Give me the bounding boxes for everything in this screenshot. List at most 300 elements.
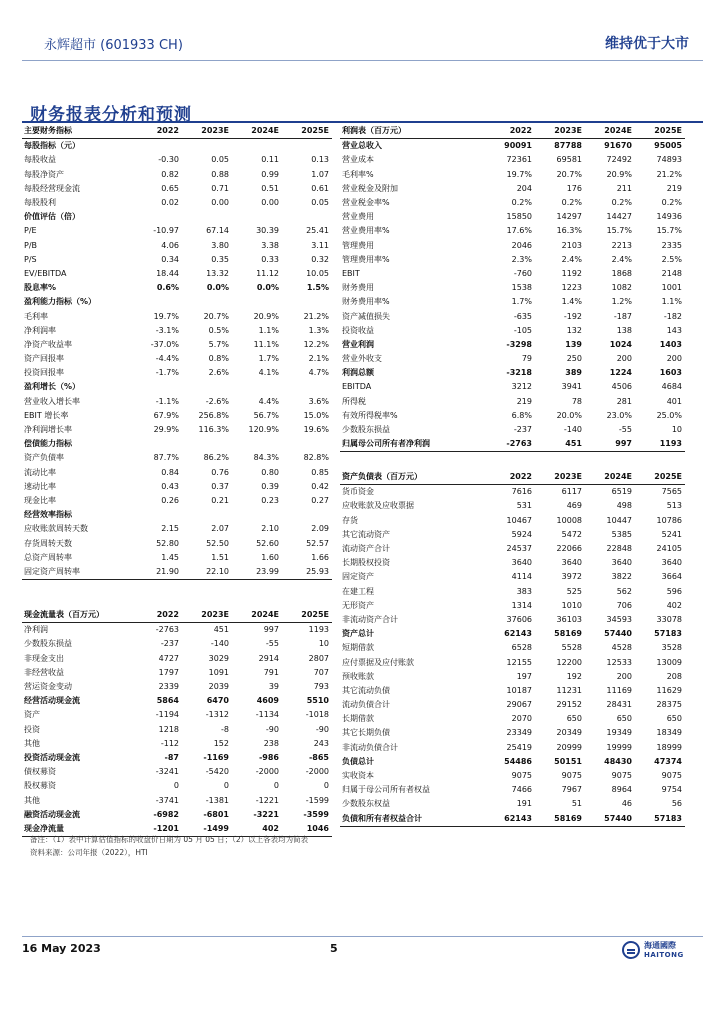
table-row xyxy=(340,239,685,253)
title-divider xyxy=(22,121,703,123)
cell-value: 18999 xyxy=(656,742,682,752)
cell-value: 0.33 xyxy=(261,254,279,264)
table-row xyxy=(22,324,332,338)
row-label: 应付票据及应付账款 xyxy=(342,657,414,667)
cell-value: 2070 xyxy=(511,714,532,724)
cell-value: 10187 xyxy=(506,685,532,695)
cell-value: 23.99 xyxy=(232,565,282,580)
cell-value: 1.51 xyxy=(211,552,229,562)
table-row xyxy=(340,670,685,684)
row-label: 存货 xyxy=(342,515,358,525)
cell-value: 34593 xyxy=(606,614,632,624)
row-label: 投资 xyxy=(24,724,40,734)
source-note: 资料来源：公司年报（2022），HTI xyxy=(30,848,148,857)
cell-value: -90 xyxy=(265,724,279,734)
cell-value: 3.38 xyxy=(261,240,279,250)
cell-value: 22066 xyxy=(556,544,582,554)
cell-value: -1312 xyxy=(205,710,229,720)
cell-value xyxy=(182,380,232,394)
table-row xyxy=(340,613,685,627)
column-header: 2023E xyxy=(182,608,232,623)
table-row xyxy=(22,182,332,196)
cell-value: 0.5% xyxy=(208,325,229,335)
cell-value: 243 xyxy=(313,738,329,748)
cell-value: -237 xyxy=(160,639,179,649)
cell-value: 57440 xyxy=(604,629,632,639)
table-row xyxy=(22,366,332,380)
cell-value: -237 xyxy=(513,425,532,435)
table-row xyxy=(340,797,685,811)
row-label: 流动比率 xyxy=(24,467,56,477)
cell-value: 0.85 xyxy=(311,467,329,477)
cell-value: 20.0% xyxy=(556,410,582,420)
row-label: 长期股权投资 xyxy=(342,558,390,568)
cell-value: 52.57 xyxy=(306,538,329,548)
table-row xyxy=(22,666,332,680)
cell-value: 12.2% xyxy=(303,339,329,349)
cell-value: 208 xyxy=(666,671,682,681)
footer-divider xyxy=(22,936,703,937)
cell-value: 1.66 xyxy=(311,552,329,562)
cell-value: 19.7% xyxy=(153,311,179,321)
row-label: 长期借款 xyxy=(342,714,374,724)
cell-value: 138 xyxy=(616,325,632,335)
row-label: 固定资产 xyxy=(342,572,374,582)
cell-value: 95005 xyxy=(654,141,682,151)
cell-value: 5472 xyxy=(561,529,582,539)
column-header: 2022 xyxy=(132,124,182,139)
cell-value: 1538 xyxy=(511,283,532,293)
row-label: 其它流动负债 xyxy=(342,685,390,695)
cell-value: 12200 xyxy=(556,657,582,667)
cell-value: -140 xyxy=(210,639,229,649)
table-row xyxy=(22,338,332,352)
cell-value: 54486 xyxy=(504,756,532,766)
cell-value: 19.7% xyxy=(506,169,532,179)
cell-value: 191 xyxy=(516,799,532,809)
cell-value: 11169 xyxy=(606,685,632,695)
row-label: 资产 xyxy=(24,710,40,720)
column-header: 2022 xyxy=(485,470,535,485)
cell-value: 56.7% xyxy=(253,410,279,420)
column-header: 2025E xyxy=(282,124,332,139)
column-header: 2024E xyxy=(232,608,282,623)
cell-value: 4.06 xyxy=(161,240,179,250)
cell-value: 21.2% xyxy=(656,169,682,179)
cell-value: 562 xyxy=(616,586,632,596)
cell-value: 0.00 xyxy=(261,198,279,208)
column-header: 2025E xyxy=(282,608,332,623)
row-label: 资产总计 xyxy=(342,629,374,639)
row-label: 管理费用 xyxy=(342,240,374,250)
cell-value: -1194 xyxy=(155,710,179,720)
row-label: 少数股东损益 xyxy=(24,639,72,649)
cell-value: 3941 xyxy=(561,382,582,392)
row-label: 盈利能力指标（%） xyxy=(24,297,97,307)
header-rating: 维持优于大市 xyxy=(605,36,689,52)
income-statement-table xyxy=(340,124,685,452)
table-row xyxy=(340,783,685,797)
cell-value: -3298 xyxy=(506,339,532,349)
cell-value: 37606 xyxy=(506,614,532,624)
cell-value: 22848 xyxy=(606,544,632,554)
cell-value: 2807 xyxy=(308,653,329,663)
cell-value: 192 xyxy=(566,671,582,681)
cell-value xyxy=(182,139,232,154)
cell-value: 650 xyxy=(616,714,632,724)
cell-value: 18349 xyxy=(656,728,682,738)
cell-value: 4528 xyxy=(611,643,632,653)
cell-value: 0.99 xyxy=(261,169,279,179)
cell-value: -6982 xyxy=(153,809,179,819)
row-label: 经营效率指标 xyxy=(24,510,72,520)
table-row xyxy=(340,726,685,740)
row-label: 流动负债合计 xyxy=(342,700,390,710)
cell-value: 3640 xyxy=(561,558,582,568)
row-label: 营业税金率% xyxy=(342,198,390,208)
cell-value: 57183 xyxy=(654,629,682,639)
cell-value: 4.1% xyxy=(258,368,279,378)
cell-value: 8964 xyxy=(611,785,632,795)
row-label: 实收资本 xyxy=(342,771,374,781)
cell-value: 3212 xyxy=(511,382,532,392)
page-number: 5 xyxy=(330,942,338,955)
table-row xyxy=(340,423,685,437)
header-divider xyxy=(22,60,703,61)
cell-value: 200 xyxy=(616,354,632,364)
cell-value: 4609 xyxy=(256,696,279,706)
row-label: 净利润率 xyxy=(24,325,56,335)
cell-value: 0.61 xyxy=(311,183,329,193)
cell-value: 256.8% xyxy=(198,410,229,420)
cell-value: 0.65 xyxy=(161,183,179,193)
table-row xyxy=(22,779,332,793)
cell-value: -3241 xyxy=(155,767,179,777)
cell-value: 2213 xyxy=(611,240,632,250)
cell-value xyxy=(182,295,232,309)
row-label: 股权募资 xyxy=(24,781,56,791)
table-row xyxy=(340,712,685,726)
cell-value: 1.7% xyxy=(258,354,279,364)
cell-value: 0.71 xyxy=(211,183,229,193)
cell-value: 0.76 xyxy=(211,467,229,477)
cell-value: 47374 xyxy=(654,756,682,766)
section-row xyxy=(22,210,332,224)
cell-value: -192 xyxy=(563,311,582,321)
cell-value: 1314 xyxy=(511,600,532,610)
table-row xyxy=(340,224,685,238)
row-label: 毛利率% xyxy=(342,169,374,179)
table-row xyxy=(22,737,332,751)
cell-value: 7616 xyxy=(511,487,532,497)
cell-value: 1403 xyxy=(659,339,682,349)
cash-flow-table xyxy=(22,608,332,837)
cell-value: 51 xyxy=(571,799,582,809)
table-row xyxy=(22,522,332,536)
row-label: 非经营收益 xyxy=(24,667,64,677)
row-label: 营业成本 xyxy=(342,155,374,165)
row-label: 每股收益 xyxy=(24,155,56,165)
cell-value xyxy=(232,210,282,224)
column-header: 2024E xyxy=(232,124,282,139)
row-label: 归属母公司所有者净利润 xyxy=(340,437,485,452)
column-header: 2025E xyxy=(635,470,685,485)
row-label: 管理费用率% xyxy=(342,254,390,264)
cell-value: 1224 xyxy=(609,368,632,378)
cell-value: 1.5% xyxy=(306,283,329,293)
cell-value: 0.05 xyxy=(211,155,229,165)
cell-value: 0.00 xyxy=(211,198,229,208)
haitong-logo xyxy=(622,940,702,964)
table-row xyxy=(340,542,685,556)
section-row xyxy=(22,295,332,309)
table-row xyxy=(22,723,332,737)
cell-value: 0.6% xyxy=(156,283,179,293)
cell-value: 19.6% xyxy=(303,425,329,435)
table-row xyxy=(22,451,332,465)
cell-value: 22.10 xyxy=(182,565,232,580)
cell-value: 1193 xyxy=(635,437,685,452)
cell-value: -1381 xyxy=(205,795,229,805)
table-row xyxy=(22,267,332,281)
cell-value xyxy=(282,508,332,522)
cell-value: 72361 xyxy=(506,155,532,165)
cell-value: 20.7% xyxy=(203,311,229,321)
row-label: 应收账款周转天数 xyxy=(24,524,88,534)
row-label: 营业税金及附加 xyxy=(342,183,398,193)
cell-value: 238 xyxy=(263,738,279,748)
cell-value: 1091 xyxy=(208,667,229,677)
table-row xyxy=(340,641,685,655)
cell-value: 1868 xyxy=(611,268,632,278)
cell-value: 2335 xyxy=(661,240,682,250)
cell-value: -1599 xyxy=(305,795,329,805)
table-row xyxy=(340,168,685,182)
cell-value: 650 xyxy=(666,714,682,724)
cell-value: -55 xyxy=(618,425,632,435)
cell-value: 0.27 xyxy=(311,495,329,505)
cell-value: 4506 xyxy=(611,382,632,392)
cell-value: 4.7% xyxy=(308,368,329,378)
table-row xyxy=(22,680,332,694)
cell-value: -2000 xyxy=(305,767,329,777)
cell-value: 24105 xyxy=(656,544,682,554)
section-row xyxy=(22,508,332,522)
cell-value: 498 xyxy=(616,501,632,511)
row-label: 存货周转天数 xyxy=(24,538,72,548)
table-header-row xyxy=(340,124,685,139)
cell-value: -3218 xyxy=(506,368,532,378)
table-row xyxy=(340,599,685,613)
row-label: 债权募资 xyxy=(24,767,56,777)
table-row xyxy=(22,309,332,323)
logo-text-en: HAITONG xyxy=(644,951,684,959)
table-row xyxy=(340,281,685,295)
cell-value: 0.37 xyxy=(211,481,229,491)
table-row xyxy=(340,556,685,570)
cell-value: -986 xyxy=(258,752,279,762)
cell-value: 3822 xyxy=(611,572,632,582)
table-row xyxy=(22,494,332,508)
cell-value: -90 xyxy=(315,724,329,734)
row-label: 每股经营现金流 xyxy=(24,183,80,193)
cell-value: 1046 xyxy=(282,822,332,837)
row-label: 应收账款及应收票据 xyxy=(342,501,414,511)
financial-indicators-table xyxy=(22,124,332,580)
row-label: 其他 xyxy=(24,795,40,805)
cell-value: 1082 xyxy=(611,283,632,293)
cell-value: 11629 xyxy=(656,685,682,695)
table-row xyxy=(22,765,332,779)
cell-value: 10 xyxy=(318,639,329,649)
cell-value xyxy=(182,508,232,522)
cell-value: 3640 xyxy=(511,558,532,568)
cell-value: 16.3% xyxy=(556,226,582,236)
cell-value xyxy=(132,139,182,154)
cell-value: 57440 xyxy=(585,812,635,827)
cell-value: -760 xyxy=(513,268,532,278)
row-label: P/E xyxy=(24,226,37,236)
cell-value: 7466 xyxy=(511,785,532,795)
cell-value: -1.7% xyxy=(155,368,179,378)
table-row xyxy=(340,196,685,210)
row-label: 营业费用率% xyxy=(342,226,390,236)
cell-value: 1010 xyxy=(561,600,582,610)
cell-value: -10.97 xyxy=(153,226,179,236)
cell-value: 1192 xyxy=(561,268,582,278)
cell-value: 7967 xyxy=(561,785,582,795)
balance-sheet-table xyxy=(340,470,685,827)
footnote: 备注：（1）表中计算估值指标的收盘价日期为 05 月 05 日；（2）以上各表均为简表 xyxy=(30,835,309,844)
cell-value: 200 xyxy=(666,354,682,364)
row-label: 营业利润 xyxy=(342,339,374,349)
cell-value: 25.41 xyxy=(306,226,329,236)
cell-value: 152 xyxy=(213,738,229,748)
table-row xyxy=(22,694,332,708)
cell-value: 29.9% xyxy=(153,425,179,435)
cell-value: 5510 xyxy=(306,696,329,706)
cell-value xyxy=(282,139,332,154)
cell-value: 219 xyxy=(516,396,532,406)
cell-value: 389 xyxy=(565,368,582,378)
cell-value: -1499 xyxy=(182,822,232,837)
cell-value: 10467 xyxy=(506,515,532,525)
cell-value: 1.2% xyxy=(611,297,632,307)
cell-value: 20.9% xyxy=(606,169,632,179)
cell-value: 14936 xyxy=(656,212,682,222)
cell-value: 6.8% xyxy=(511,410,532,420)
cell-value: -1221 xyxy=(255,795,279,805)
cell-value: 139 xyxy=(565,339,582,349)
table-title: 资产负债表（百万元） xyxy=(340,470,485,485)
cell-value: 197 xyxy=(516,671,532,681)
cell-value: 1.45 xyxy=(161,552,179,562)
cell-value: -55 xyxy=(265,639,279,649)
cell-value: -182 xyxy=(663,311,682,321)
cell-value: -3.1% xyxy=(155,325,179,335)
cell-value: 1223 xyxy=(561,283,582,293)
column-header: 2022 xyxy=(132,608,182,623)
cell-value: 4.4% xyxy=(258,396,279,406)
cell-value: 0.05 xyxy=(311,198,329,208)
cell-value: 793 xyxy=(313,682,329,692)
table-row xyxy=(340,210,685,224)
section-row xyxy=(22,437,332,451)
table-row xyxy=(340,499,685,513)
table-row xyxy=(340,528,685,542)
cell-value: 5864 xyxy=(156,696,179,706)
table-row xyxy=(22,224,332,238)
table-title: 主要财务指标 xyxy=(22,124,132,139)
cell-value: 132 xyxy=(566,325,582,335)
cell-value: 0.43 xyxy=(161,481,179,491)
cell-value xyxy=(232,295,282,309)
table-row xyxy=(22,395,332,409)
table-row xyxy=(22,239,332,253)
table-row xyxy=(22,565,332,580)
cell-value xyxy=(282,437,332,451)
row-label: 其它长期负债 xyxy=(342,728,390,738)
cell-value: 33078 xyxy=(656,614,682,624)
cell-value: -1018 xyxy=(305,710,329,720)
cell-value: 531 xyxy=(516,501,532,511)
cell-value: 596 xyxy=(666,586,682,596)
cell-value: 0.84 xyxy=(161,467,179,477)
cell-value: 2.4% xyxy=(561,254,582,264)
cell-value: 9075 xyxy=(561,771,582,781)
cell-value: 28375 xyxy=(656,700,682,710)
cell-value: 0.26 xyxy=(161,495,179,505)
table-row xyxy=(22,551,332,565)
cell-value: -8 xyxy=(221,724,229,734)
cell-value: 15850 xyxy=(506,212,532,222)
cell-value: 10.05 xyxy=(306,268,329,278)
table-row xyxy=(22,196,332,210)
row-label: 非流动负债合计 xyxy=(342,742,398,752)
row-label: 现金净流量 xyxy=(22,822,132,837)
cell-value: 1603 xyxy=(659,368,682,378)
row-label: 净利润 xyxy=(24,625,48,635)
cell-value: 6470 xyxy=(206,696,229,706)
cell-value: 25419 xyxy=(506,742,532,752)
cell-value: 3664 xyxy=(661,572,682,582)
cell-value: 18.44 xyxy=(156,268,179,278)
cell-value: -3741 xyxy=(155,795,179,805)
cell-value: 401 xyxy=(666,396,682,406)
cell-value: 1.7% xyxy=(511,297,532,307)
cell-value: 25.93 xyxy=(282,565,332,580)
row-label: EBIT 增长率 xyxy=(24,410,69,420)
cell-value: 5924 xyxy=(511,529,532,539)
row-label: 其它流动资产 xyxy=(342,529,390,539)
table-row xyxy=(340,380,685,394)
cell-value: -37.0% xyxy=(150,339,179,349)
row-label: 净利润增长率 xyxy=(24,425,72,435)
cell-value: -2763 xyxy=(485,437,535,452)
cell-value: 143 xyxy=(666,325,682,335)
cell-value xyxy=(182,437,232,451)
cell-value: -4.4% xyxy=(155,354,179,364)
table-row xyxy=(340,812,685,827)
table-row xyxy=(340,352,685,366)
row-label: 营业总收入 xyxy=(342,141,382,151)
cell-value: 82.8% xyxy=(303,453,329,463)
row-label: 负债总计 xyxy=(342,756,374,766)
table-row xyxy=(22,708,332,722)
row-label: 投资收益 xyxy=(342,325,374,335)
table-row xyxy=(340,655,685,669)
table-row xyxy=(340,182,685,196)
